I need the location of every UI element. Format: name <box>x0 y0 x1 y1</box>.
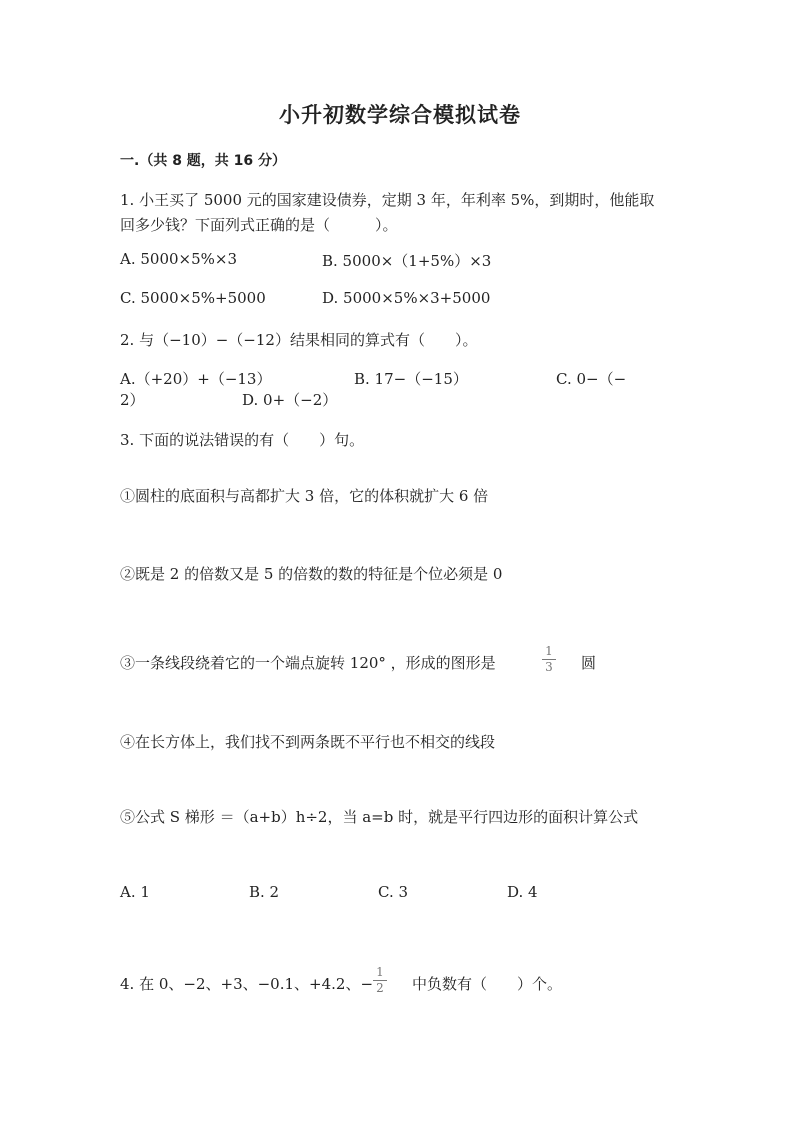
q1-option-c: C. 5000×5%+5000 <box>120 289 266 307</box>
q1-option-b: B. 5000×（1+5%）×3 <box>322 252 492 270</box>
q3-option-c: C. 3 <box>378 883 409 901</box>
q2-option-d: D. 0+（−2） <box>242 391 338 409</box>
fraction-denominator: 3 <box>545 660 553 674</box>
q2-option-b: B. 17−（−15） <box>354 370 468 388</box>
q3-option-b: B. 2 <box>249 883 280 901</box>
fraction-numerator: 1 <box>545 644 553 658</box>
q4-stem-end: 中负数有（ ）个。 <box>412 975 563 993</box>
q1-option-d: D. 5000×5%×3+5000 <box>322 289 491 307</box>
page-title: 小升初数学综合模拟试卷 <box>279 103 521 127</box>
q3-statement-1: ①圆柱的底面积与高都扩大 3 倍，它的体积就扩大 6 倍 <box>120 487 489 505</box>
q3-statement-2: ②既是 2 的倍数又是 5 的倍数的数的特征是个位必须是 0 <box>120 565 503 583</box>
q2-option-c: C. 0−（− <box>556 370 627 388</box>
q3-statement-3-end: 圆 <box>581 654 597 672</box>
q3-stem: 3. 下面的说法错误的有（ ）句。 <box>120 431 365 449</box>
q3-fraction <box>542 645 556 674</box>
q4-stem: 4. 在 0、−2、+3、−0.1、+4.2、− <box>120 975 374 993</box>
fraction-numerator: 1 <box>376 965 384 979</box>
q3-statement-5: ⑤公式 S 梯形 ＝（a+b）h÷2，当 a=b 时，就是平行四边形的面积计算公式 <box>120 808 639 826</box>
q4-fraction <box>373 966 387 995</box>
q2-option-a: A.（+20）+（−13） <box>120 370 272 388</box>
q2-stem: 2. 与（−10）−（−12）结果相同的算式有（ ）。 <box>120 331 478 349</box>
section-header: 一.（共 8 题，共 16 分） <box>120 153 287 169</box>
q3-statement-4: ④在长方体上，我们找不到两条既不平行也不相交的线段 <box>120 733 496 751</box>
q1-stem-line1: 1. 小王买了 5000 元的国家建设债券，定期 3 年，年利率 5%，到期时，他能取 <box>120 191 655 209</box>
q3-option-d: D. 4 <box>507 883 538 901</box>
q2-option-c-cont: 2） <box>120 391 145 409</box>
q1-option-a: A. 5000×5%×3 <box>120 250 238 268</box>
q3-option-a: A. 1 <box>120 883 150 901</box>
q3-statement-3: ③一条线段绕着它的一个端点旋转 120° ，形成的图形是 <box>120 654 496 672</box>
q1-stem-line2: 回多少钱？下面列式正确的是（ ）。 <box>120 216 398 234</box>
fraction-denominator: 2 <box>376 981 384 995</box>
